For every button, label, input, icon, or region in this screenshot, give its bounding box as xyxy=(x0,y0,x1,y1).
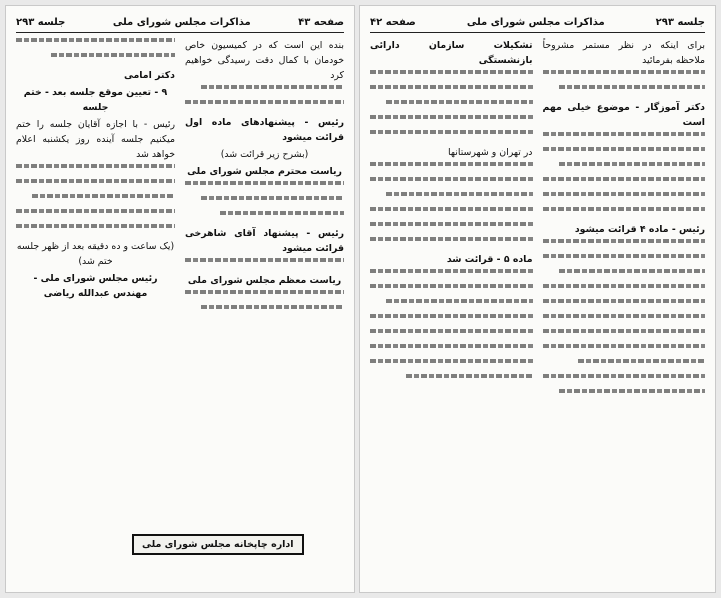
paragraph: ریاست محترم مجلس شورای ملی xyxy=(187,166,342,177)
left-page-col-right xyxy=(185,38,344,584)
paragraph: دکتر آموزگار - موضوع خیلی مهم است xyxy=(542,102,705,128)
publication-title: مذاکرات مجلس شورای ملی xyxy=(112,16,251,28)
press-stamp: اداره چاپخانه مجلس شورای ملی xyxy=(132,534,304,555)
paragraph: رئیس - پیشنهاد آقای شاهرخی قرائت میشود xyxy=(185,228,344,254)
left-page-header xyxy=(16,14,344,33)
session-number: جلسه ۲۹۳ xyxy=(655,16,705,28)
paragraph: (یک ساعت و ده دقیقه بعد از ظهر جلسه ختم شد) xyxy=(16,241,175,267)
paragraph: ماده ۵ - قرائت شد xyxy=(446,254,533,265)
paragraph: رئیس - با اجازه آقایان جلسه را ختم میکنیم جلسه آینده روز یکشنبه اعلام خواهد شد xyxy=(16,119,175,160)
paragraph: ریاست معظم مجلس شورای ملی xyxy=(187,275,342,286)
page-number: صفحه ۴۲ xyxy=(370,16,416,28)
right-page-col-right xyxy=(543,38,706,584)
right-page-header xyxy=(370,14,705,33)
left-page xyxy=(6,6,354,592)
publication-title: مذاکرات مجلس شورای ملی xyxy=(466,16,605,28)
book-spread xyxy=(6,6,715,592)
right-page xyxy=(360,6,715,592)
paragraph: رئیس - پیشنهادهای ماده اول قرائت میشود xyxy=(185,117,344,143)
paragraph: بنده این است که در کمیسیون خاص خودمان با کمال دقت رسیدگی خواهیم کرد xyxy=(185,40,344,81)
paragraph: رئیس - ماده ۴ قرائت میشود xyxy=(574,224,705,235)
left-page-col-left xyxy=(16,38,175,584)
left-page-body xyxy=(16,38,344,584)
page-number: صفحه ۴۳ xyxy=(298,16,344,28)
session-number: جلسه ۲۹۳ xyxy=(16,16,66,28)
paragraph: در تهران و شهرستانها xyxy=(448,147,533,158)
signature: رئیس مجلس شورای ملی - مهندس عبدالله ریاضی xyxy=(33,273,158,299)
right-page-col-left xyxy=(370,38,533,584)
paragraph: دکتر امامی xyxy=(123,70,175,81)
paragraph: (بشرح زیر قرائت شد) xyxy=(220,149,309,160)
paragraph: تشکیلات سازمان دارائی بازنشستگی xyxy=(370,40,533,66)
right-page-body xyxy=(370,38,705,584)
section-heading: ۹ - تعیین موقع جلسه بعد - ختم جلسه xyxy=(23,87,168,113)
paragraph: برای اینکه در نظر مستمر مشروحاً ملاحظه بفرمائید xyxy=(542,40,705,66)
